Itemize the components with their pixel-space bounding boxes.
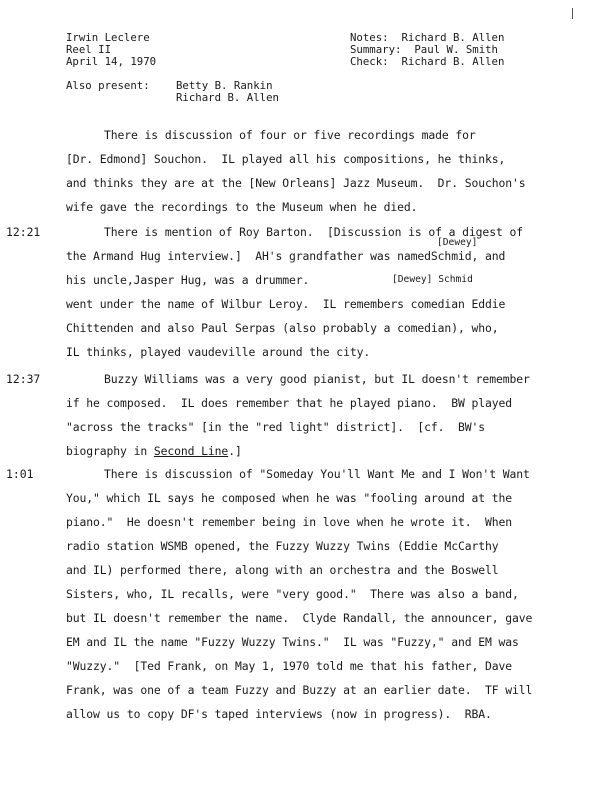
paragraph-line: radio station WSMB opened, the Fuzzy Wuzzy Twins (Eddie McCarthy [66, 539, 499, 553]
notes-credit: Notes: Richard B. Allen [350, 31, 505, 44]
paragraph-line: piano." He doesn't remember being in love when he wrote it. When [66, 515, 513, 529]
check-credit: Check: Richard B. Allen [350, 55, 505, 68]
margin-mark [572, 8, 573, 19]
handwritten-insertion: [Dewey] [437, 237, 478, 248]
line-segment: biography in [66, 444, 154, 458]
line-segment: the Armand Hug interview.] AH's grandfather was named [66, 249, 431, 263]
also-present-label: Also present: [66, 79, 150, 92]
paragraph-line: Sisters, who, IL recalls, were "very good." There was also a band, [66, 587, 519, 601]
paragraph-line: You," which IL says he composed when he was "fooling around at the [66, 491, 513, 505]
paragraph-line: Buzzy Williams was a very good pianist, but IL doesn't remember [104, 372, 530, 386]
publication-title: Second Line [153, 444, 229, 458]
paragraph-line: but IL doesn't remember the name. Clyde Randall, the announcer, gave [66, 611, 533, 625]
timestamp: 1:01 [6, 467, 34, 481]
paragraph-line: Chittenden and also Paul Serpas (also probably a comedian), who, [66, 321, 499, 335]
paragraph-line: his uncle,Jasper Hug, was a drummer. [66, 273, 310, 287]
paragraph-line: There is mention of Roy Barton. [Discussion is of a digest of [104, 225, 523, 239]
handwritten-insertion: [Dewey] Schmid [392, 274, 473, 285]
paragraph-line: and IL) performed there, along with an orchestra and the Boswell [66, 563, 499, 577]
paragraph-line: went under the name of Wilbur Leroy. IL remembers comedian Eddie [66, 297, 506, 311]
paragraph-line: and thinks they are at the [New Orleans] Jazz Museum. Dr. Souchon's [66, 176, 526, 190]
paragraph-line: "Wuzzy." [Ted Frank, on May 1, 1970 told me that his father, Dave [66, 659, 513, 673]
line-segment: Schmid, and [430, 249, 506, 263]
timestamp: 12:37 [6, 372, 41, 386]
paragraph-line: There is discussion of "Someday You'll Want Me and I Won't Want [104, 467, 530, 481]
reel-number: Reel II [66, 43, 112, 56]
paragraph-line: Frank, was one of a team Fuzzy and Buzzy at an earlier date. TF will [66, 683, 533, 697]
paragraph-line: "across the tracks" [in the "red light" district]. [cf. BW's [66, 420, 485, 434]
paragraph-line: EM and IL the name "Fuzzy Wuzzy Twins." IL was "Fuzzy," and EM was [66, 635, 519, 649]
paragraph-line: IL thinks, played vaudeville around the city. [66, 345, 371, 359]
interview-date: April 14, 1970 [66, 55, 157, 68]
timestamp: 12:21 [6, 225, 41, 239]
paragraph-line: There is discussion of four or five recordings made for [104, 128, 476, 142]
also-present-person: Betty B. Rankin [176, 79, 273, 92]
summary-credit: Summary: Paul W. Smith [350, 43, 498, 56]
interviewee-name: Irwin Leclere [66, 31, 150, 44]
paragraph-line: wife gave the recordings to the Museum when he died. [66, 200, 418, 214]
paragraph-line: allow us to copy DF's taped interviews (now in progress). RBA. [66, 707, 492, 721]
also-present-person: Richard B. Allen [176, 91, 279, 104]
paragraph-line [66, 249, 505, 263]
paragraph-line [66, 444, 242, 458]
paragraph-line: [Dr. Edmond] Souchon. IL played all his compositions, he thinks, [66, 152, 506, 166]
paragraph-line: if he composed. IL does remember that he played piano. BW played [66, 396, 513, 410]
line-segment: .] [228, 444, 242, 458]
